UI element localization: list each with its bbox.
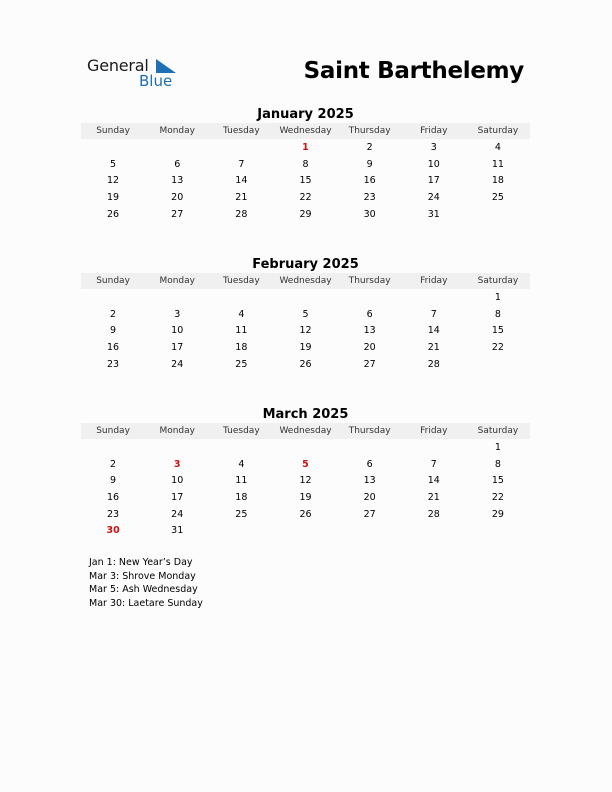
- day-cell: 23: [107, 508, 120, 520]
- month-title: January 2025: [257, 107, 354, 122]
- day-cell: 9: [110, 325, 117, 337]
- day-cell: 5: [302, 458, 309, 470]
- day-cell: 6: [366, 458, 373, 470]
- day-cell: 6: [174, 158, 181, 170]
- day-cell: 30: [363, 208, 376, 220]
- day-cell: 21: [235, 191, 248, 203]
- weekday-label: Saturday: [477, 276, 519, 286]
- week-row: [81, 156, 530, 173]
- day-cell: 6: [366, 308, 373, 320]
- day-cell: 3: [174, 308, 181, 320]
- week-row: [81, 339, 530, 356]
- day-cell: 26: [299, 358, 312, 370]
- weekday-header: [81, 423, 530, 439]
- week-row: [81, 356, 530, 373]
- day-cell: 18: [235, 491, 248, 503]
- day-cell: 1: [302, 141, 309, 153]
- month-march: [81, 406, 530, 539]
- day-cell: 22: [491, 341, 504, 353]
- day-cell: 12: [299, 325, 312, 337]
- week-row: [81, 289, 530, 306]
- day-cell: 12: [107, 175, 120, 187]
- day-cell: 10: [427, 158, 440, 170]
- day-cell: 4: [494, 141, 501, 153]
- day-cell: 2: [110, 458, 117, 470]
- day-cell: 19: [299, 491, 312, 503]
- weekday-label: Sunday: [96, 426, 130, 436]
- week-row: [81, 489, 530, 506]
- weekday-label: Wednesday: [279, 426, 332, 436]
- weekday-label: Saturday: [477, 126, 519, 136]
- day-cell: 2: [110, 308, 117, 320]
- month-february: [81, 256, 530, 372]
- weekday-label: Friday: [420, 276, 448, 286]
- month-title: February 2025: [252, 257, 359, 272]
- day-cell: 10: [171, 475, 184, 487]
- logo-triangle-icon: [156, 59, 176, 73]
- holiday-note: Jan 1: New Year’s Day: [89, 557, 193, 568]
- day-cell: 5: [110, 158, 117, 170]
- weekday-label: Tuesday: [223, 126, 260, 136]
- day-cell: 16: [363, 175, 376, 187]
- week-row: [81, 306, 530, 323]
- day-cell: 12: [299, 475, 312, 487]
- weekday-label: Tuesday: [223, 276, 260, 286]
- day-cell: 13: [171, 175, 184, 187]
- day-cell: 28: [235, 208, 248, 220]
- day-cell: 8: [302, 158, 309, 170]
- week-row: [81, 322, 530, 339]
- day-cell: 26: [299, 508, 312, 520]
- month-january: [81, 106, 530, 222]
- day-cell: 20: [363, 341, 376, 353]
- day-cell: 9: [110, 475, 117, 487]
- day-cell: 21: [427, 491, 440, 503]
- day-cell: 8: [494, 308, 501, 320]
- day-cell: 24: [171, 508, 184, 520]
- day-cell: 31: [427, 208, 440, 220]
- weekday-label: Tuesday: [223, 426, 260, 436]
- week-row: [81, 456, 530, 473]
- day-cell: 20: [363, 491, 376, 503]
- week-row: [81, 506, 530, 523]
- day-cell: 23: [107, 358, 120, 370]
- day-cell: 7: [430, 458, 437, 470]
- day-cell: 31: [171, 525, 184, 537]
- weekday-label: Wednesday: [279, 276, 332, 286]
- day-cell: 1: [494, 441, 501, 453]
- day-cell: 29: [491, 508, 504, 520]
- day-cell: 15: [491, 475, 504, 487]
- day-cell: 28: [427, 508, 440, 520]
- day-cell: 18: [491, 175, 504, 187]
- day-cell: 27: [171, 208, 184, 220]
- weekday-label: Monday: [159, 426, 195, 436]
- day-cell: 28: [427, 358, 440, 370]
- day-cell: 3: [430, 141, 437, 153]
- day-cell: 14: [427, 325, 440, 337]
- day-cell: 13: [363, 475, 376, 487]
- day-cell: 15: [491, 325, 504, 337]
- generalblue-logo: [86, 56, 186, 92]
- day-cell: 27: [363, 508, 376, 520]
- day-cell: 9: [366, 158, 373, 170]
- day-cell: 26: [107, 208, 120, 220]
- weekday-label: Saturday: [477, 426, 519, 436]
- day-cell: 16: [107, 491, 120, 503]
- day-cell: 8: [494, 458, 501, 470]
- weekday-label: Thursday: [348, 126, 391, 136]
- day-cell: 4: [238, 308, 245, 320]
- day-cell: 23: [363, 191, 376, 203]
- day-cell: 19: [107, 191, 120, 203]
- day-cell: 17: [171, 491, 184, 503]
- weekday-label: Monday: [159, 276, 195, 286]
- day-cell: 10: [171, 325, 184, 337]
- day-cell: 29: [299, 208, 312, 220]
- day-cell: 2: [366, 141, 373, 153]
- month-title: March 2025: [262, 407, 349, 422]
- day-cell: 17: [427, 175, 440, 187]
- day-cell: 11: [491, 158, 504, 170]
- week-row: [81, 522, 530, 539]
- week-row: [81, 439, 530, 456]
- day-cell: 21: [427, 341, 440, 353]
- weekday-label: Wednesday: [279, 126, 332, 136]
- day-cell: 13: [363, 325, 376, 337]
- weekday-label: Sunday: [96, 276, 130, 286]
- day-cell: 20: [171, 191, 184, 203]
- week-row: [81, 172, 530, 189]
- day-cell: 19: [299, 341, 312, 353]
- day-cell: 18: [235, 341, 248, 353]
- holiday-notes: [89, 556, 203, 611]
- weekday-header: [81, 123, 530, 139]
- weekday-label: Friday: [420, 126, 448, 136]
- week-row: [81, 189, 530, 206]
- day-cell: 17: [171, 341, 184, 353]
- weekday-label: Friday: [420, 426, 448, 436]
- weekday-label: Thursday: [348, 426, 391, 436]
- day-cell: 4: [238, 458, 245, 470]
- day-cell: 14: [427, 475, 440, 487]
- day-cell: 11: [235, 475, 248, 487]
- day-cell: 27: [363, 358, 376, 370]
- day-cell: 22: [491, 491, 504, 503]
- logo-blue-text: Blue: [139, 72, 173, 90]
- day-cell: 24: [427, 191, 440, 203]
- holiday-note: Mar 3: Shrove Monday: [89, 570, 196, 582]
- day-cell: 5: [302, 308, 309, 320]
- day-cell: 22: [299, 191, 312, 203]
- day-cell: 1: [494, 291, 501, 303]
- holiday-note: Mar 30: Laetare Sunday: [89, 598, 203, 610]
- day-cell: 25: [491, 191, 504, 203]
- week-row: [81, 139, 530, 156]
- day-cell: 30: [106, 525, 120, 537]
- day-cell: 15: [299, 175, 312, 187]
- week-row: [81, 472, 530, 489]
- weekday-label: Sunday: [96, 126, 130, 136]
- day-cell: 16: [107, 341, 120, 353]
- day-cell: 3: [173, 458, 181, 470]
- holiday-note: Mar 5: Ash Wednesday: [89, 584, 198, 596]
- day-cell: 14: [235, 175, 248, 187]
- day-cell: 11: [235, 325, 248, 337]
- day-cell: 7: [238, 158, 245, 170]
- country-title: Saint Barthelemy: [303, 58, 524, 84]
- weekday-header: [81, 273, 530, 289]
- weekday-label: Thursday: [348, 276, 391, 286]
- day-cell: 25: [235, 358, 248, 370]
- day-cell: 24: [171, 358, 184, 370]
- day-cell: 25: [235, 508, 248, 520]
- logo-general-text: General: [87, 56, 149, 75]
- day-cell: 7: [430, 308, 437, 320]
- week-row: [81, 206, 530, 223]
- weekday-label: Monday: [159, 126, 195, 136]
